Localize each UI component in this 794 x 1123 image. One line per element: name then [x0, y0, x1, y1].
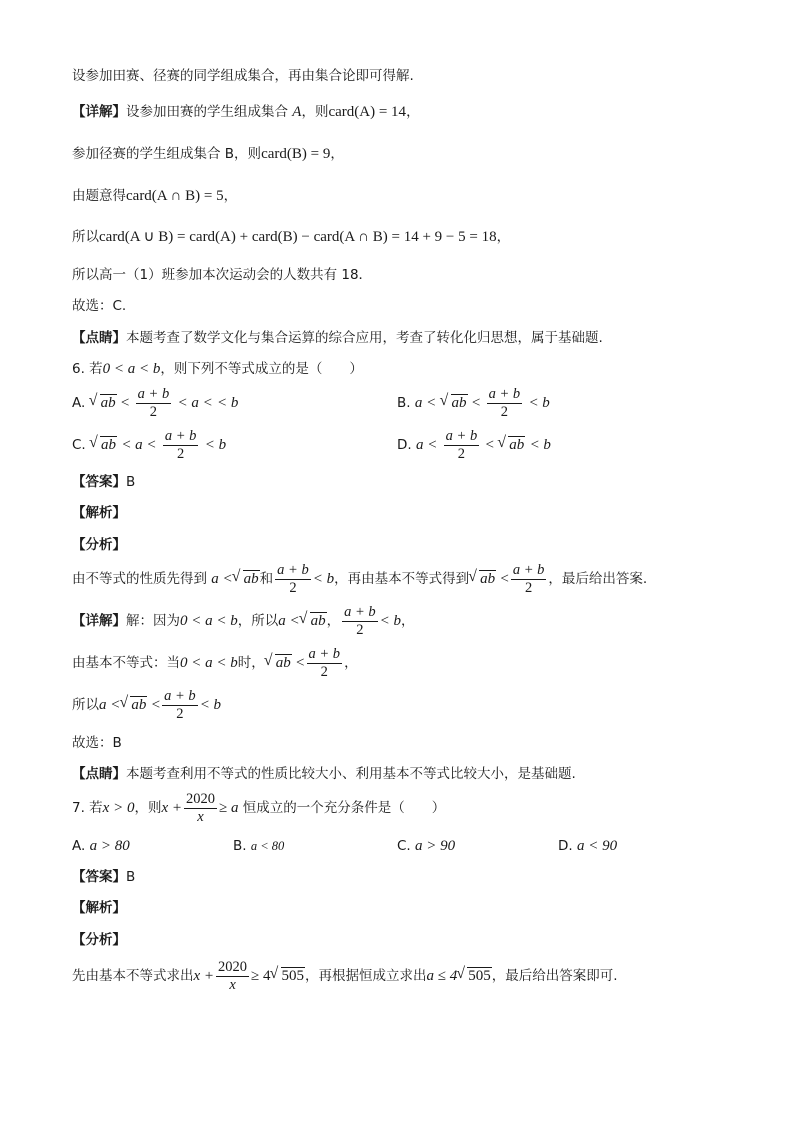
paragraph-text: 所以高一（1）班参加本次运动会的人数共有 18．: [72, 267, 373, 283]
question-number: 7. 若: [72, 800, 103, 816]
sqrt-505: √ 505: [271, 955, 306, 997]
math-expression: 0 < a < b: [180, 613, 238, 629]
text-line: [72, 102, 420, 122]
paragraph-text: 由基本不等式：当: [72, 655, 180, 671]
analysis-tag: 【解析】: [72, 900, 126, 916]
paragraph-text: ，最后给出答案.: [548, 571, 648, 587]
option-label: C.: [72, 437, 86, 453]
fenxi-tag: 【分析】: [72, 537, 126, 553]
option-label: A.: [72, 838, 86, 854]
option-d-value: a < 90: [576, 838, 618, 854]
fenxi-tag: 【分析】: [72, 932, 126, 948]
detail-tag: 【详解】: [72, 613, 126, 629]
math-expression: card(A ∩ B) = 5: [126, 188, 224, 204]
fraction: $\frac{a + b}{2}$: [164, 427, 197, 462]
math-symbol: <: [120, 395, 130, 411]
math-expression: 0 < a < b: [102, 361, 161, 377]
math-symbol: a <: [415, 437, 438, 453]
math-symbol: <: [485, 437, 494, 453]
answer-value: B: [126, 474, 136, 490]
text-line: [72, 144, 344, 164]
analysis-line: [72, 898, 126, 918]
math-symbol: a <: [278, 613, 300, 629]
option-label: C.: [397, 838, 411, 854]
math-symbol: < a <: [121, 437, 157, 453]
paragraph-text: 参加径赛的学生组成集合 B，则: [72, 146, 262, 162]
fraction: $\frac{a + b}{2}$: [308, 645, 341, 680]
fraction: $\frac{a + b}{2}$: [164, 687, 196, 722]
option-b-value: a < 80: [250, 839, 285, 853]
math-symbol: < b: [529, 437, 551, 453]
paragraph-text: 设参加田赛的学生组成集合: [126, 104, 288, 120]
option-c-value: a > 90: [415, 838, 456, 854]
math-symbol: < b: [312, 571, 335, 587]
question-text: ，则下列不等式成立的是（ ）: [160, 361, 363, 377]
math-symbol: < b: [204, 437, 227, 453]
math-symbol: < b: [528, 395, 550, 411]
paragraph-text: 先由基本不等式求出: [72, 968, 194, 984]
text-line: [72, 955, 618, 997]
answer-line: [72, 867, 135, 887]
analysis-tag: 【解析】: [72, 505, 126, 521]
punct: ，: [406, 104, 420, 120]
math-expression: x +: [161, 800, 182, 816]
math-expression: 0 < a < b: [180, 655, 238, 671]
choice-text: 故选：C.: [72, 298, 127, 314]
math-symbol: < b: [199, 697, 222, 713]
math-expression: card(B) = 9: [261, 146, 331, 162]
paragraph-text: 设参加田赛、径赛的同学组成集合，再由集合论即可得解.: [72, 68, 414, 84]
math-symbol: < a <: [177, 395, 213, 411]
option-label: B.: [233, 838, 247, 854]
text-line: [72, 686, 221, 724]
paragraph-text: ，所以: [237, 613, 279, 629]
answer-tag: 【答案】: [72, 869, 126, 885]
punct: ，: [326, 613, 341, 629]
text-line: [72, 602, 415, 640]
text-line: [72, 560, 647, 598]
text-line: [72, 227, 510, 247]
comment-tag: 【点睛】: [72, 330, 126, 346]
option-c: [72, 426, 226, 464]
paragraph-text: ，再由基本不等式得到: [334, 571, 470, 587]
text-line: [72, 265, 372, 285]
paragraph-text: 所以: [72, 697, 99, 713]
sqrt-ab: √ ab: [469, 560, 496, 598]
option-b: [397, 384, 550, 422]
math-symbol: <: [151, 697, 161, 713]
math-expression: x > 0: [102, 800, 135, 816]
math-expression: card(A) = 14: [328, 104, 407, 120]
choice-text: 故选：B: [72, 735, 122, 751]
fraction: $\frac{a + b}{2}$: [137, 385, 170, 420]
math-symbol: < b: [217, 395, 239, 411]
option-label: A.: [72, 395, 86, 411]
set-symbol: A: [292, 104, 302, 120]
paragraph-text: 时，: [237, 655, 265, 671]
text-line: [72, 644, 358, 682]
detail-tag: 【详解】: [72, 104, 126, 120]
math-expression: card(A ∪ B) = card(A) + card(B) − card(A ∩ B) = 14 + 9 − 5 = 18: [99, 229, 497, 245]
option-label: D.: [558, 838, 573, 854]
paragraph-text: ，则: [301, 104, 329, 120]
fraction: $\frac{a + b}{2}$: [277, 561, 309, 596]
question-text: 恒成立的一个充分条件是（ ）: [242, 800, 446, 816]
fraction: $\frac{a + b}{2}$: [512, 561, 545, 596]
math-symbol: a <: [99, 697, 121, 713]
punct: ，: [344, 655, 358, 671]
sqrt-ab: √ ab: [120, 686, 147, 724]
comment-tag: 【点睛】: [72, 766, 126, 782]
fenxi-line: [72, 535, 126, 555]
sqrt-ab: √ ab: [233, 560, 260, 598]
text-line: [72, 296, 126, 316]
options-7: [558, 836, 617, 856]
answer-value: B: [126, 869, 136, 885]
math-symbol: < b: [379, 613, 402, 629]
paragraph-text: ，再根据恒成立求出: [305, 968, 427, 984]
paragraph-text: ，最后给出答案即可.: [491, 968, 618, 984]
option-a-value: a > 80: [89, 838, 130, 854]
text-line: [72, 186, 237, 206]
math-symbol: a <: [414, 395, 437, 411]
paragraph-text: 本题考查利用不等式的性质比较大小、利用基本不等式比较大小，是基础题.: [126, 766, 576, 782]
sqrt-ab: √ ab: [265, 644, 292, 682]
paragraph-text: 解：因为: [126, 613, 180, 629]
question-number: 6. 若: [72, 361, 103, 377]
sqrt-ab: √ ab: [300, 602, 327, 640]
fraction: $\frac{a + b}{2}$: [488, 385, 521, 420]
punct: ，: [401, 613, 415, 629]
analysis-line: [72, 503, 126, 523]
sqrt-ab: √ ab: [90, 426, 117, 464]
answer-line: [72, 472, 135, 492]
fraction: $\frac{2020}{x}$: [185, 790, 215, 825]
math-expression: x +: [193, 968, 215, 984]
math-expression: ≥ a: [218, 800, 239, 816]
text-line: [72, 66, 414, 86]
question-6: [72, 359, 363, 379]
option-label: B.: [397, 395, 411, 411]
math-symbol: <: [296, 655, 305, 671]
math-expression: a ≤ 4: [426, 968, 458, 984]
option-a: [72, 384, 238, 422]
text-line: [72, 764, 576, 784]
paragraph-text: 和: [259, 571, 274, 587]
fenxi-line: [72, 930, 126, 950]
question-text: ，则: [134, 800, 162, 816]
option-d: [397, 426, 551, 464]
fraction: $\frac{a + b}{2}$: [344, 603, 376, 638]
sqrt-ab: √ ab: [498, 426, 525, 464]
punct: ，: [496, 229, 511, 245]
paragraph-text: 由不等式的性质先得到: [72, 571, 207, 587]
punct: ，: [223, 188, 238, 204]
sqrt-505: √ 505: [457, 955, 492, 997]
paragraph-text: 由题意得: [72, 188, 126, 204]
math-symbol: <: [471, 395, 481, 411]
options-7: [72, 836, 130, 856]
sqrt-ab: √ ab: [90, 384, 117, 422]
option-label: D.: [397, 437, 412, 453]
math-symbol: a <: [211, 571, 233, 587]
options-7: [397, 836, 455, 856]
math-expression: ≥ 4: [251, 968, 271, 984]
sqrt-ab: √ ab: [441, 384, 468, 422]
paragraph-text: 所以: [72, 229, 99, 245]
options-7: [233, 836, 284, 856]
punct: ，: [330, 146, 344, 162]
answer-tag: 【答案】: [72, 474, 126, 490]
question-7: [72, 789, 445, 827]
text-line: [72, 733, 122, 753]
paragraph-text: 本题考查了数学文化与集合运算的综合应用，考查了转化化归思想，属于基础题.: [126, 330, 603, 346]
math-symbol: <: [500, 571, 509, 587]
fraction: $\frac{2020}{x}$: [218, 958, 248, 993]
text-line: [72, 328, 603, 348]
fraction: $\frac{a + b}{2}$: [445, 427, 478, 462]
